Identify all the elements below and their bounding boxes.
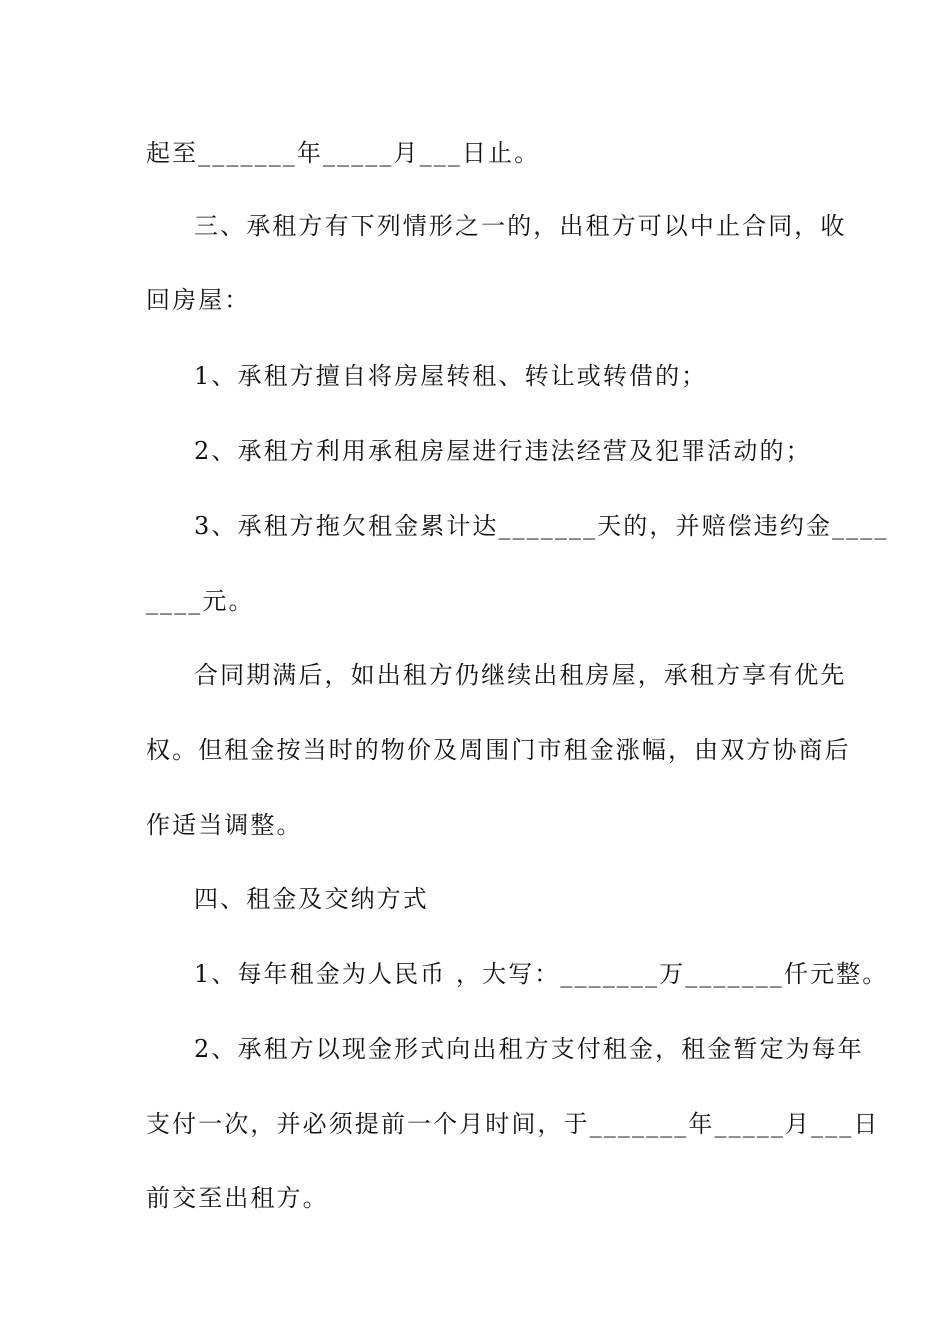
section-4-item-2-line-1: 2、承租方以现金形式向出租方支付租金，租金暂定为每年: [194, 1035, 864, 1063]
renewal-paragraph-line-1: 合同期满后，如出租方仍继续出租房屋，承租方享有优先: [194, 661, 847, 689]
clause-3-item-3-line-2: ____元。: [146, 587, 255, 615]
clause-3-heading-line-2: 回房屋：: [146, 286, 251, 314]
section-4-item-1: 1、每年租金为人民币 ，大写：_______万_______仟元整。: [194, 960, 889, 988]
clause-3-item-2: 2、承租方利用承租房屋进行违法经营及犯罪活动的；: [194, 437, 812, 465]
renewal-paragraph-line-2: 权。但租金按当时的物价及周围门市租金涨幅，由双方协商后: [146, 736, 851, 764]
section-4-heading: 四、租金及交纳方式: [194, 885, 429, 913]
clause-3-heading-line-1: 三、承租方有下列情形之一的，出租方可以中止合同，收: [194, 212, 847, 240]
section-4-item-2-line-2: 支付一次，并必须提前一个月时间，于_______年_____月___日: [146, 1110, 880, 1138]
clause-3-item-3-line-1: 3、承租方拖欠租金累计达_______天的，并赔偿违约金____: [194, 512, 889, 540]
clause-3-item-1: 1、承租方擅自将房屋转租、转让或转借的；: [194, 362, 708, 390]
lease-end-date-line: 起至_______年_____月___日止。: [146, 139, 541, 167]
renewal-paragraph-line-3: 作适当调整。: [146, 811, 303, 839]
section-4-item-2-line-3: 前交至出租方。: [146, 1184, 329, 1212]
